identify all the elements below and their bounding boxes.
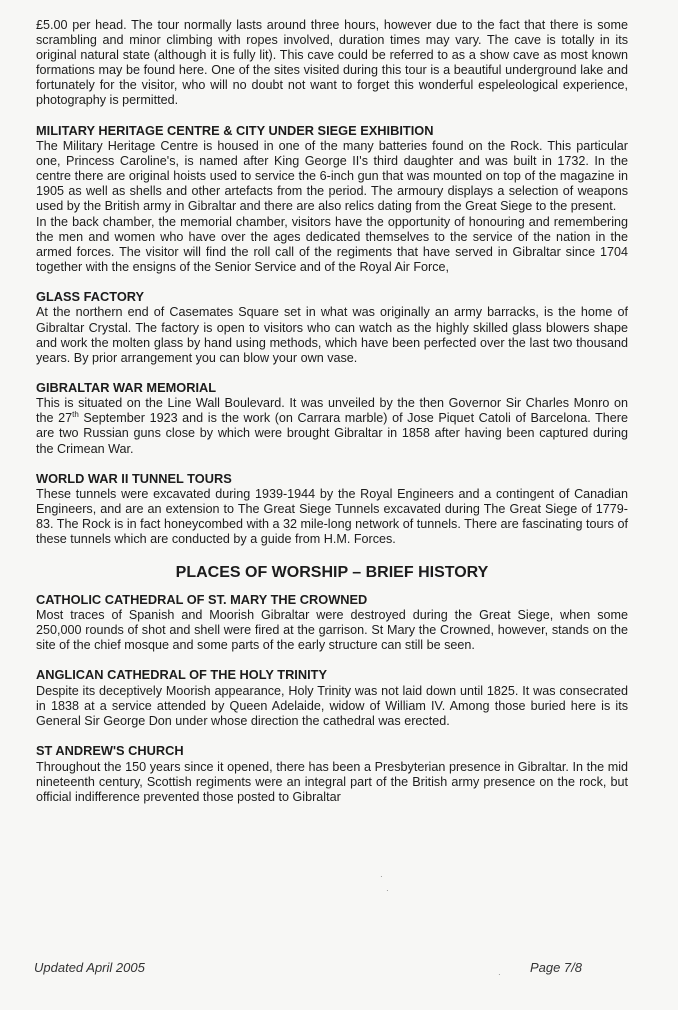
section-military-heritage <box>36 123 628 275</box>
page-footer <box>34 960 582 975</box>
section-glass-factory <box>36 289 628 366</box>
paragraph-text: This is situated on the Line Wall Boulevard. It was unveiled by the then Governor Sir Charles Monro on the 27 <box>36 396 628 426</box>
section-paragraph: These tunnels were excavated during 1939-1944 by the Royal Engineers and a contingent of Canadian Engineers, and are an extension to The Great Siege Tunnels excavated during The Great Siege of 1779-83. The Rock is in fact honeycombed with a 32 mile-long network of tunnels. There are fascinating tours of these tunnels which are conducted by a guide from H.M. Forces. <box>36 487 628 547</box>
page-number: Page 7/8 <box>529 960 582 975</box>
section-heading: WORLD WAR II TUNNEL TOURS <box>36 470 232 486</box>
worship-title: PLACES OF WORSHIP – BRIEF HISTORY <box>175 563 489 581</box>
page-content <box>36 18 628 805</box>
section-heading: GIBRALTAR WAR MEMORIAL <box>36 379 217 395</box>
section-heading: ANGLICAN CATHEDRAL OF THE HOLY TRINITY <box>36 667 328 683</box>
section-war-memorial <box>36 380 628 457</box>
scan-speck: · <box>386 886 389 895</box>
paragraph-text: September 1923 and is the work (on Carrara marble) of Jose Piquet Catoli of Barcelona. There are two Russian guns close by which were brought Gibraltar in 1858 after having been captured during the Crimean War. <box>36 411 629 456</box>
section-heading: MILITARY HERITAGE CENTRE & CITY UNDER SIEGE EXHIBITION <box>36 122 434 138</box>
section-paragraph: Throughout the 150 years since it opened, there has been a Presbyterian presence in Gibraltar. In the mid nineteenth century, Scottish regiments were an integral part of the British army presence on the rock, but official indifference prevented those posted to Gibraltar <box>36 759 628 804</box>
section-heading: CATHOLIC CATHEDRAL OF ST. MARY THE CROWNED <box>36 591 368 607</box>
scan-speck: · <box>498 970 501 979</box>
section-paragraph: At the northern end of Casemates Square set in what was originally an army barracks, is the home of Gibraltar Crystal. The factory is open to visitors who can watch as the highly skilled glass blowers shape and work the molten glass by hand using methods, which have been perfected over the last two thousand years. By prior arrangement you can blow your own vase. <box>36 305 628 365</box>
section-heading: GLASS FACTORY <box>36 288 145 304</box>
ordinal-suffix: th <box>72 410 79 420</box>
updated-date: Updated April 2005 <box>34 960 145 975</box>
section-paragraph: Despite its deceptively Moorish appearance, Holy Trinity was not laid down until 1825. It was consecrated in 1838 at a service attended by Queen Adelaide, widow of William IV. Among those buried here is its General Sir George Don under whose direction the cathedral was erected. <box>36 683 628 728</box>
section-paragraph <box>36 396 628 456</box>
section-st-andrews <box>36 743 628 805</box>
scan-speck: · <box>380 872 383 881</box>
section-paragraph: In the back chamber, the memorial chamber, visitors have the opportunity of honouring and remembering the men and women who have over the ages dedicated themselves to the service of the nation in the armed forces. The visitor will find the roll call of the regiments that have served in Gibraltar since 1704 together with the ensigns of the Senior Service and of the Royal Air Force, <box>36 214 628 274</box>
section-tunnel-tours <box>36 471 628 548</box>
section-heading: ST ANDREW'S CHURCH <box>36 743 184 759</box>
intro-paragraph: £5.00 per head. The tour normally lasts around three hours, however due to the fact that there is some scrambling and minor climbing with ropes involved, duration times may vary. The cave is totally in its original natural state (although it is fully lit). This cave could be referred to as a show cave as most known formations may be found here. One of the sites visited during this tour is a beautiful underground lake and fortunately for the visitor, who will no doubt not want to forget this wonderful espeleological experience, photography is permitted. <box>36 18 628 108</box>
section-paragraph: The Military Heritage Centre is housed in one of the many batteries found on the Rock. This particular one, Princess Caroline's, is named after King George II's third daughter and was built in 1732. In the centre there are original hoists used to service the 6-inch gun that was mounted on top of the magazine in 1905 as well as shells and other artefacts from the period. The armoury displays a selection of weapons used by the British army in Gibraltar and there are also relics dating from the Great Siege to the present. <box>36 139 628 214</box>
section-anglican-cathedral <box>36 667 628 729</box>
section-paragraph: Most traces of Spanish and Moorish Gibraltar were destroyed during the Great Siege, when some 250,000 rounds of shot and shell were fired at the garrison. St Mary the Crowned, however, stands on the site of the chief mosque and some parts of the early structure can still be seen. <box>36 608 628 653</box>
section-catholic-cathedral <box>36 592 628 654</box>
